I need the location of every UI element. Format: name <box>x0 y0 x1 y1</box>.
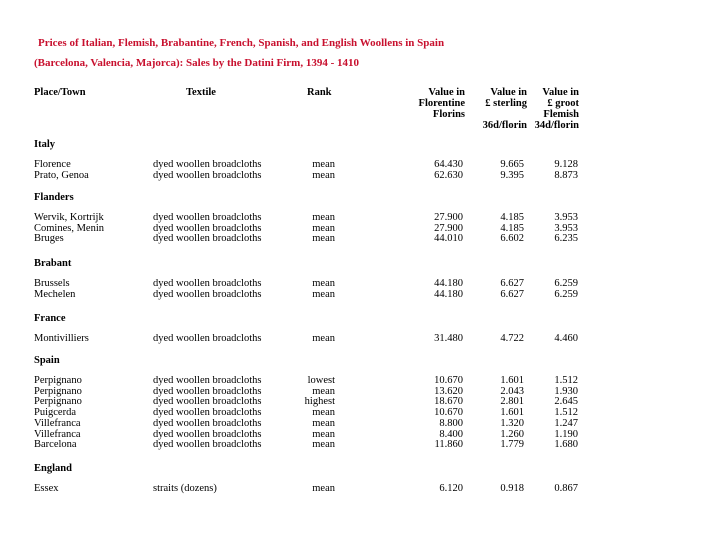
page-title: Prices of Italian, Flemish, Brabantine, French, Spanish, and English Woollens in Spain <box>38 37 445 49</box>
cell-textile: dyed woollen broadcloths <box>153 288 262 300</box>
cell-sterling: 1.601 <box>500 407 524 419</box>
header-groot-line: Flemish <box>543 109 579 120</box>
cell-florins: 13.620 <box>434 385 463 397</box>
cell-sterling: 0.918 <box>500 483 524 494</box>
cell-groot: 8.873 <box>554 169 578 181</box>
cell-place: Wervik, Kortrijk <box>34 212 104 223</box>
cell-textile: dyed woollen broadcloths <box>153 385 262 397</box>
cell-sterling: 2.043 <box>500 385 524 397</box>
cell-textile: dyed woollen broadcloths <box>153 407 262 419</box>
header-textile: Textile <box>186 87 216 98</box>
cell-textile: dyed woollen broadcloths <box>153 375 262 386</box>
cell-place: Bruges <box>34 233 64 245</box>
cell-place: Perpignano <box>34 385 82 397</box>
cell-rank: mean <box>312 385 335 397</box>
cell-textile: dyed woollen broadcloths <box>153 233 262 245</box>
cell-florins: 27.900 <box>434 212 463 223</box>
cell-sterling: 2.801 <box>500 396 524 408</box>
cell-place: Mechelen <box>34 288 76 300</box>
cell-place: Puigcerda <box>34 407 76 419</box>
cell-rank: mean <box>312 288 335 300</box>
cell-sterling: 4.185 <box>500 212 524 223</box>
header-groot <box>527 87 579 131</box>
section-heading: Italy <box>34 139 55 150</box>
cell-rank: mean <box>312 212 335 223</box>
cell-textile: straits (dozens) <box>153 483 217 494</box>
cell-florins: 8.800 <box>439 417 463 429</box>
header-groot-line: Value in <box>542 87 579 98</box>
cell-textile: dyed woollen broadcloths <box>153 222 262 234</box>
section-heading: Brabant <box>34 258 72 269</box>
cell-florins: 44.180 <box>434 278 463 289</box>
cell-place: Brussels <box>34 278 70 289</box>
cell-place: Comines, Menin <box>34 222 104 234</box>
cell-florins: 8.400 <box>439 428 463 440</box>
cell-sterling: 9.665 <box>500 159 524 170</box>
header-florins <box>405 87 465 120</box>
cell-textile: dyed woollen broadcloths <box>153 169 262 181</box>
cell-groot: 6.259 <box>554 288 578 300</box>
cell-place: Montivilliers <box>34 333 89 344</box>
cell-textile: dyed woollen broadcloths <box>153 333 262 344</box>
cell-sterling: 4.185 <box>500 222 524 234</box>
cell-sterling: 1.779 <box>500 439 524 451</box>
cell-rank: mean <box>312 417 335 429</box>
cell-groot: 6.259 <box>554 278 578 289</box>
cell-rank: mean <box>312 278 335 289</box>
section-heading: England <box>34 463 72 474</box>
header-sterling-line: £ sterling <box>485 98 527 109</box>
section-heading: France <box>34 313 66 324</box>
cell-sterling: 1.260 <box>500 428 524 440</box>
cell-place: Barcelona <box>34 439 77 451</box>
cell-rank: mean <box>312 407 335 419</box>
cell-place: Perpignano <box>34 375 82 386</box>
cell-florins: 10.670 <box>434 375 463 386</box>
cell-rank: lowest <box>307 375 335 386</box>
header-sterling-line: Value in <box>490 87 527 98</box>
header-florins-line: Florins <box>432 109 465 120</box>
cell-rank: mean <box>312 439 335 451</box>
cell-textile: dyed woollen broadcloths <box>153 428 262 440</box>
cell-sterling: 6.627 <box>500 278 524 289</box>
cell-place: Florence <box>34 159 71 170</box>
cell-groot: 1.512 <box>554 407 578 419</box>
cell-groot: 2.645 <box>554 396 578 408</box>
cell-florins: 27.900 <box>434 222 463 234</box>
header-rank: Rank <box>307 87 332 98</box>
cell-florins: 44.010 <box>434 233 463 245</box>
cell-groot: 0.867 <box>554 483 578 494</box>
cell-sterling: 1.320 <box>500 417 524 429</box>
cell-rank: mean <box>312 159 335 170</box>
header-florins-line: Florentine <box>418 98 465 109</box>
header-groot-line: 34d/florin <box>534 120 579 131</box>
header-groot-line: £ groot <box>547 98 579 109</box>
cell-rank: mean <box>312 169 335 181</box>
cell-sterling: 4.722 <box>500 333 524 344</box>
cell-rank: mean <box>312 483 335 494</box>
cell-groot: 1.930 <box>554 385 578 397</box>
cell-rank: mean <box>312 428 335 440</box>
cell-place: Villefranca <box>34 428 81 440</box>
cell-place: Essex <box>34 483 59 494</box>
cell-groot: 9.128 <box>554 159 578 170</box>
page-subtitle: (Barcelona, Valencia, Majorca): Sales by the Datini Firm, 1394 - 1410 <box>34 57 359 69</box>
cell-florins: 6.120 <box>439 483 463 494</box>
cell-place: Perpignano <box>34 396 82 408</box>
cell-groot: 4.460 <box>554 333 578 344</box>
cell-textile: dyed woollen broadcloths <box>153 278 262 289</box>
header-sterling-line: 36d/florin <box>482 120 527 131</box>
cell-groot: 1.190 <box>554 428 578 440</box>
header-florins-line: Value in <box>428 87 465 98</box>
cell-rank: mean <box>312 222 335 234</box>
cell-groot: 3.953 <box>554 222 578 234</box>
cell-sterling: 1.601 <box>500 375 524 386</box>
header-sterling <box>472 87 527 131</box>
cell-groot: 3.953 <box>554 212 578 223</box>
cell-sterling: 6.602 <box>500 233 524 245</box>
cell-place: Prato, Genoa <box>34 169 89 181</box>
cell-textile: dyed woollen broadcloths <box>153 439 262 451</box>
cell-sterling: 6.627 <box>500 288 524 300</box>
cell-groot: 1.247 <box>554 417 578 429</box>
cell-sterling: 9.395 <box>500 169 524 181</box>
cell-florins: 11.860 <box>434 439 463 451</box>
cell-rank: mean <box>312 333 335 344</box>
cell-florins: 62.630 <box>434 169 463 181</box>
cell-florins: 18.670 <box>434 396 463 408</box>
cell-rank: mean <box>312 233 335 245</box>
cell-groot: 1.680 <box>554 439 578 451</box>
cell-textile: dyed woollen broadcloths <box>153 159 262 170</box>
header-place: Place/Town <box>34 87 86 98</box>
cell-textile: dyed woollen broadcloths <box>153 417 262 429</box>
cell-florins: 10.670 <box>434 407 463 419</box>
section-heading: Spain <box>34 355 60 366</box>
cell-florins: 44.180 <box>434 288 463 300</box>
cell-place: Villefranca <box>34 417 81 429</box>
cell-florins: 64.430 <box>434 159 463 170</box>
cell-textile: dyed woollen broadcloths <box>153 212 262 223</box>
cell-groot: 6.235 <box>554 233 578 245</box>
cell-groot: 1.512 <box>554 375 578 386</box>
cell-textile: dyed woollen broadcloths <box>153 396 262 408</box>
cell-florins: 31.480 <box>434 333 463 344</box>
cell-rank: highest <box>304 396 335 408</box>
section-heading: Flanders <box>34 192 74 203</box>
